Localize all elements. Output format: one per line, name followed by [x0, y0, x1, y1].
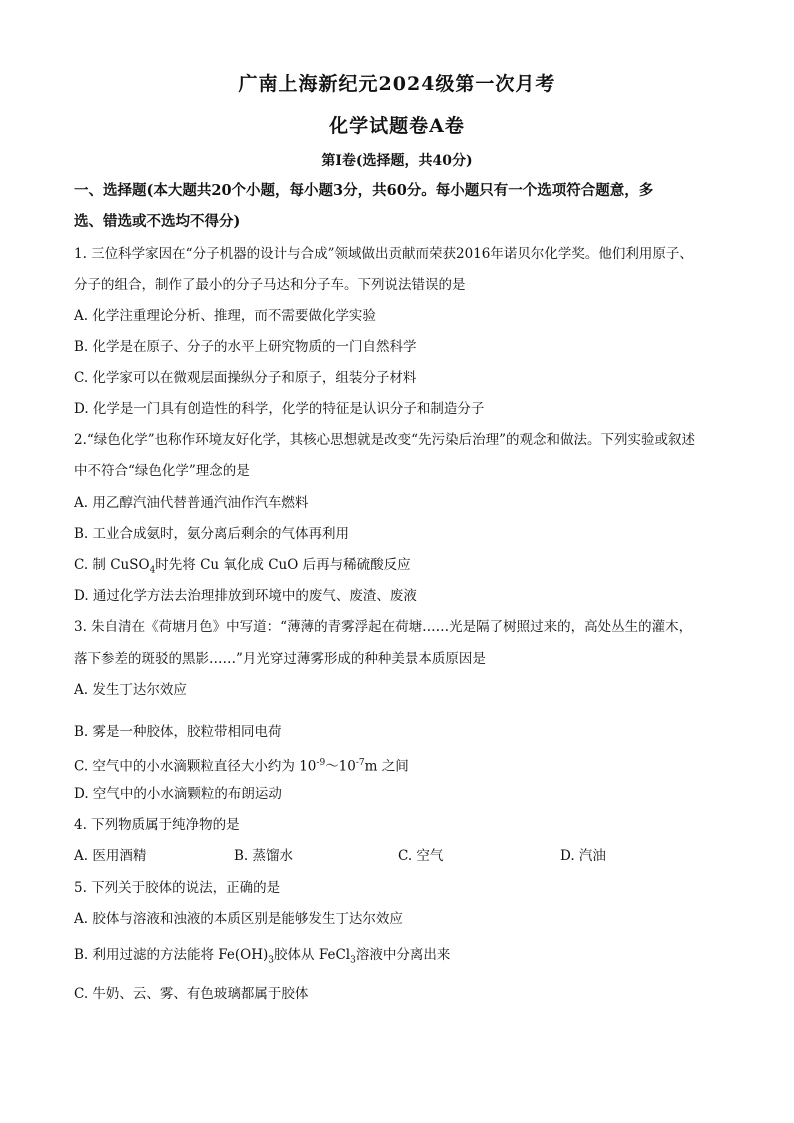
section-heading-line-1: 一、选择题(本大题共20个小题，每小题3分，共60分。每小题只有一个选项符合题意，多: [74, 182, 654, 199]
q3-option-c-exp1: -9: [316, 758, 326, 768]
q3-option-c-pre: C. 空气中的小水滴颗粒直径大小约为 10: [74, 758, 317, 775]
q5-option-b: [74, 945, 724, 971]
q2-option-c-sub: 4: [149, 565, 156, 576]
q5-option-b-sub1: 3: [268, 955, 275, 966]
q3-stem-line-1: 3. 朱自清在《荷塘月色》中写道：“薄薄的青雾浮起在荷塘……光是隔了树照过来的，高处丛生的灌木，: [74, 619, 693, 635]
q2-option-c-post: 时先将 Cu 氧化成 CuO 后再与稀硫酸反应: [155, 557, 411, 573]
q5-option-b-mid: 胶体从 FeCl: [274, 947, 351, 963]
q5-option-b-post: 溶液中分离出来: [355, 947, 451, 963]
q4-option-a: A. 医用酒精: [74, 848, 147, 864]
q2-option-d: D. 通过化学方法去治理排放到环境中的废气、废渣、废液: [74, 588, 417, 604]
q2-option-c-pre: C. 制 CuSO: [74, 557, 150, 573]
q3-option-c-exp2: -7: [355, 758, 365, 768]
q1-option-d: D. 化学是一门具有创造性的科学，化学的特征是认识分子和制造分子: [74, 401, 485, 417]
q4-stem: 4. 下列物质属于纯净物的是: [74, 817, 240, 833]
section-heading: [74, 175, 724, 237]
q3-option-b: B. 雾是一种胶体，胶粒带相同电荷: [74, 724, 282, 740]
exam-title: 广南上海新纪元2024级第一次月考: [238, 73, 556, 95]
q4-option-d: D. 汽油: [560, 848, 606, 864]
q1-option-b: B. 化学是在原子、分子的水平上研究物质的一门自然科学: [74, 339, 417, 355]
q3-option-a: A. 发生丁达尔效应: [74, 682, 187, 698]
section-heading-line-2: 选、错选或不选均不得分): [74, 213, 241, 230]
q3-option-c-mid: ～10: [325, 758, 356, 775]
q2-option-b: B. 工业合成氨时，氨分离后剩余的气体再利用: [74, 526, 350, 542]
q4-option-b: B. 蒸馏水: [234, 848, 294, 864]
q1-stem-line-2: 分子的组合，制作了最小的分子马达和分子车。下列说法错误的是: [74, 277, 466, 293]
q3-option-d: D. 空气中的小水滴颗粒的布朗运动: [74, 786, 282, 802]
q1-option-a: A. 化学注重理论分析、推理，而不需要做化学实验: [74, 308, 376, 324]
q3-stem-line-2: 落下参差的斑驳的黑影……”月光穿过薄雾形成的种种美景本质原因是: [74, 651, 486, 667]
q5-option-c: C. 牛奶、云、雾、有色玻璃都属于胶体: [74, 986, 309, 1002]
q1-stem-line-1: 1. 三位科学家因在“分子机器的设计与合成”领域做出贡献而荣获2016年诺贝尔化学奖。他们利用原子、: [74, 246, 693, 262]
q5-option-b-pre: B. 利用过滤的方法能将 Fe(OH): [74, 947, 269, 963]
q2-option-c: [74, 555, 724, 581]
q5-option-b-sub2: 3: [350, 955, 356, 966]
q5-stem: 5. 下列关于胶体的说法，正确的是: [74, 880, 281, 896]
q2-stem-line-2: 中不符合“绿色化学”理念的是: [74, 463, 250, 479]
q2-stem-line-1: 2.“绿色化学”也称作环境友好化学，其核心思想就是改变“先污染后治理”的观念和做法。下列实验或叙述: [74, 432, 695, 448]
q3-option-c: [74, 753, 724, 777]
q2-option-a: A. 用乙醇汽油代替普通汽油作汽车燃料: [74, 495, 309, 511]
exam-subtitle: 化学试题卷A卷: [329, 115, 465, 137]
q5-option-a: A. 胶体与溶液和浊液的本质区别是能够发生丁达尔效应: [74, 911, 403, 927]
q3-option-c-post: m 之间: [364, 758, 409, 775]
q4-option-c: C. 空气: [398, 848, 444, 864]
part-heading: 第I卷(选择题，共40分): [321, 153, 473, 169]
q1-option-c: C. 化学家可以在微观层面操纵分子和原子，组装分子材料: [74, 370, 417, 386]
